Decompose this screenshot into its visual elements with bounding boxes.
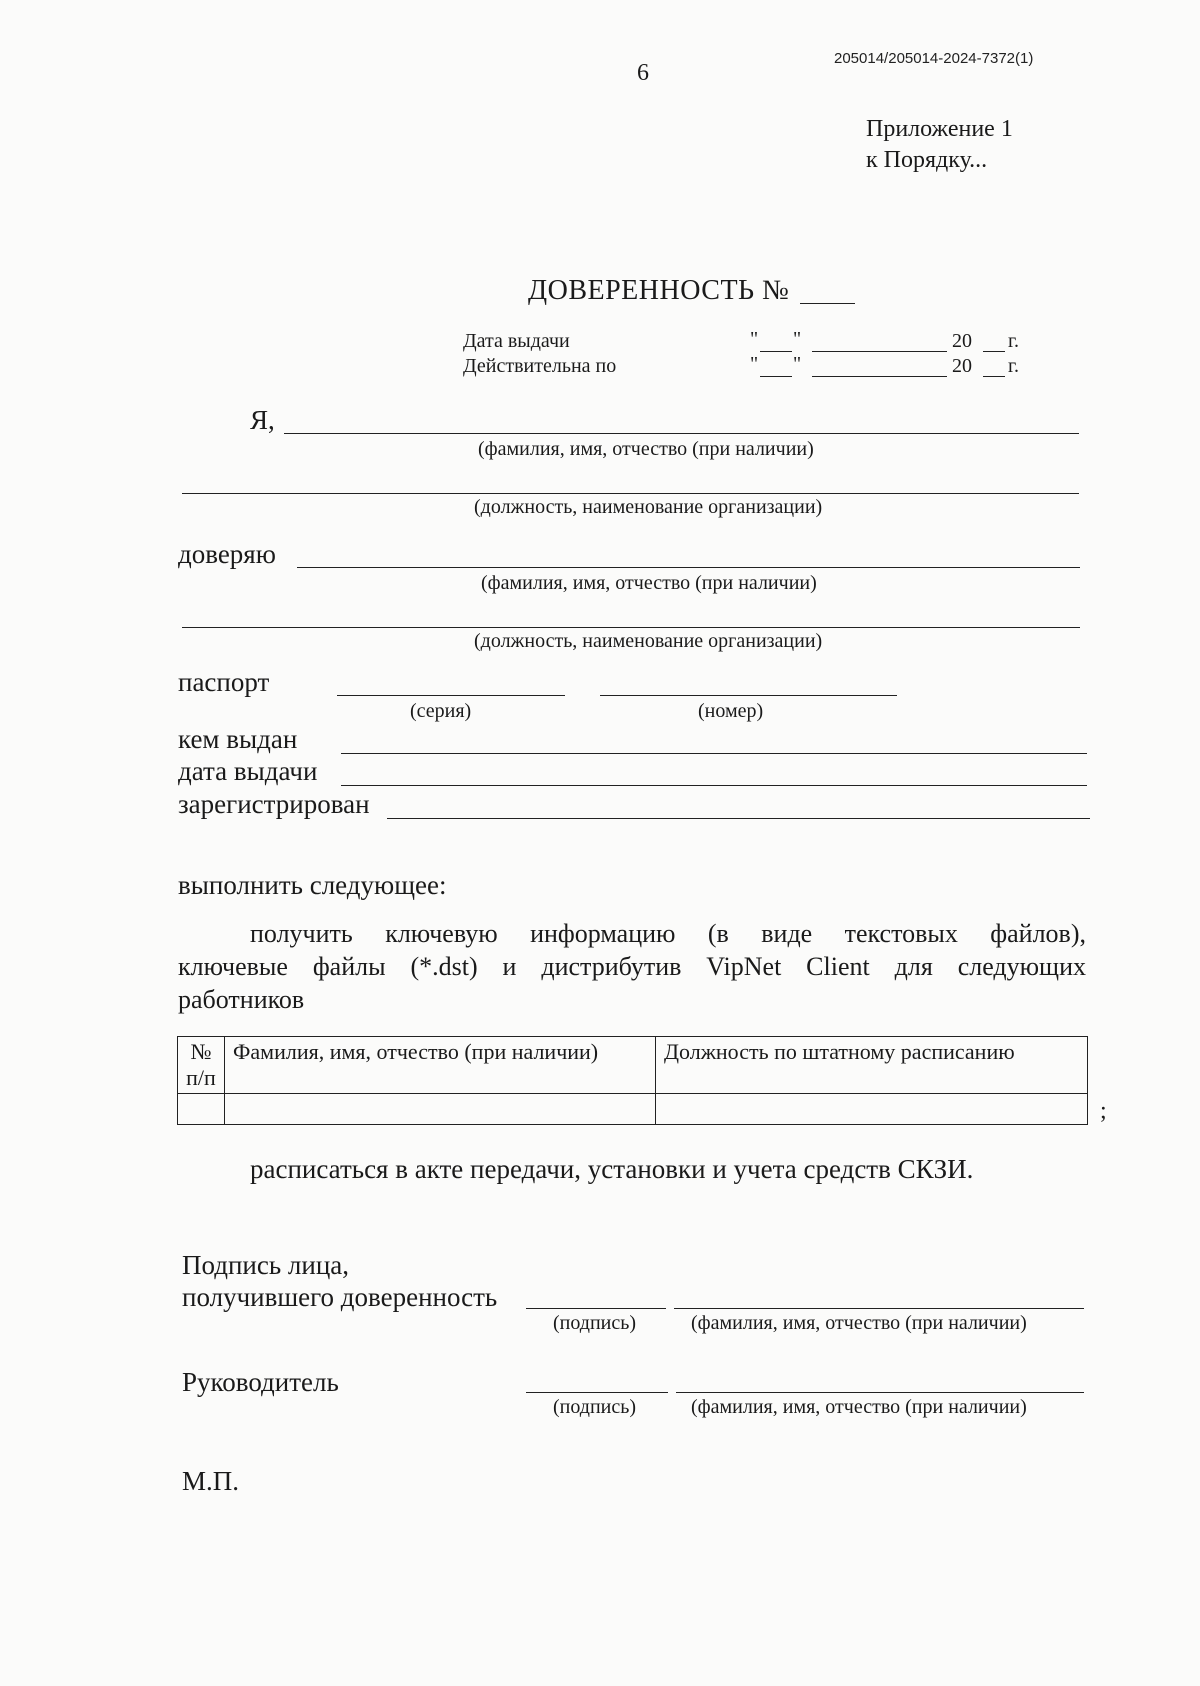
passport-series-field[interactable] bbox=[337, 695, 565, 696]
valid-year-field[interactable] bbox=[983, 376, 1005, 377]
head-name-caption: (фамилия, имя, отчество (при наличии) bbox=[691, 1396, 1027, 1418]
principal-prefix: Я, bbox=[250, 405, 275, 435]
seal-placeholder: М.П. bbox=[182, 1466, 240, 1496]
issued-by-field[interactable] bbox=[341, 753, 1087, 754]
table-header-row bbox=[178, 1037, 1088, 1094]
instruction-intro: выполнить следующее: bbox=[178, 870, 447, 900]
valid-date-quote-open: " bbox=[750, 353, 759, 375]
agent-position-caption: (должность, наименование организации) bbox=[474, 630, 823, 652]
appendix-reference: к Порядку... bbox=[866, 147, 988, 173]
registered-label: зарегистрирован bbox=[178, 789, 370, 819]
issue-date-label: Дата выдачи bbox=[463, 330, 570, 352]
holder-signature-caption: (подпись) bbox=[553, 1312, 637, 1334]
issue-day-field[interactable] bbox=[760, 351, 792, 352]
issue-month-field[interactable] bbox=[812, 351, 947, 352]
principal-name-field[interactable] bbox=[284, 433, 1079, 434]
head-name-field[interactable] bbox=[676, 1392, 1084, 1393]
staff-table bbox=[177, 1036, 1088, 1125]
issue-year-suffix: г. bbox=[1008, 330, 1019, 352]
page-number: 6 bbox=[637, 60, 649, 86]
row-full-name-cell[interactable] bbox=[225, 1094, 656, 1125]
passport-number-field[interactable] bbox=[600, 695, 897, 696]
table-trailing-semicolon: ; bbox=[1100, 1098, 1107, 1124]
passport-label: паспорт bbox=[178, 667, 270, 697]
instruction-paragraph-line-3: работников bbox=[178, 985, 305, 1014]
passport-number-caption: (номер) bbox=[698, 700, 764, 722]
issue-year-prefix: 20 bbox=[952, 330, 972, 352]
page-title: ДОВЕРЕННОСТЬ № bbox=[528, 275, 790, 306]
issue-date-quote-close: " bbox=[793, 328, 802, 350]
agent-position-field[interactable] bbox=[182, 627, 1080, 628]
holder-name-field[interactable] bbox=[674, 1308, 1084, 1309]
row-number-cell[interactable] bbox=[178, 1094, 225, 1125]
appendix-label: Приложение 1 bbox=[866, 116, 1013, 142]
registered-address-field[interactable] bbox=[387, 818, 1090, 819]
sign-act-instruction: расписаться в акте передачи, установки и учета средств СКЗИ. bbox=[250, 1154, 974, 1184]
issued-by-label: кем выдан bbox=[178, 724, 298, 754]
column-header-full-name: Фамилия, имя, отчество (при наличии) bbox=[225, 1037, 656, 1094]
passport-issue-date-field[interactable] bbox=[341, 785, 1087, 786]
column-header-number-symbol: № bbox=[190, 1039, 212, 1064]
column-header-number-abbr: п/п bbox=[186, 1065, 216, 1090]
valid-date-quote-close: " bbox=[793, 353, 802, 375]
principal-position-field[interactable] bbox=[182, 493, 1079, 494]
agent-prefix: доверяю bbox=[178, 539, 276, 569]
issue-date-quote-open: " bbox=[750, 328, 759, 350]
holder-signature-label-line-2: получившего доверенность bbox=[182, 1282, 498, 1312]
column-header-number bbox=[178, 1037, 225, 1094]
table-row bbox=[178, 1094, 1088, 1125]
agent-name-field[interactable] bbox=[297, 567, 1080, 568]
valid-day-field[interactable] bbox=[760, 376, 792, 377]
principal-position-caption: (должность, наименование организации) bbox=[474, 496, 823, 518]
agent-name-caption: (фамилия, имя, отчество (при наличии) bbox=[481, 572, 817, 594]
issue-year-field[interactable] bbox=[983, 351, 1005, 352]
row-position-cell[interactable] bbox=[656, 1094, 1088, 1125]
column-header-position: Должность по штатному расписанию bbox=[656, 1037, 1088, 1094]
passport-series-caption: (серия) bbox=[410, 700, 472, 722]
holder-signature-label-line-1: Подпись лица, bbox=[182, 1250, 350, 1280]
instruction-paragraph-line-1: получить ключевую информацию (в виде текстовых файлов), bbox=[250, 919, 1086, 948]
valid-year-prefix: 20 bbox=[952, 355, 972, 377]
valid-year-suffix: г. bbox=[1008, 355, 1019, 377]
valid-until-label: Действительна по bbox=[463, 355, 617, 377]
principal-name-caption: (фамилия, имя, отчество (при наличии) bbox=[478, 438, 814, 460]
passport-issue-date-label: дата выдачи bbox=[178, 756, 318, 786]
instruction-paragraph-line-2: ключевые файлы (*.dst) и дистрибутив VipNet Client для следующих bbox=[178, 952, 1086, 981]
head-signature-label: Руководитель bbox=[182, 1367, 339, 1397]
document-id: 205014/205014-2024-7372(1) bbox=[834, 50, 1034, 67]
power-of-attorney-number-field[interactable] bbox=[800, 303, 855, 304]
valid-month-field[interactable] bbox=[812, 376, 947, 377]
head-signature-field[interactable] bbox=[526, 1392, 668, 1393]
holder-name-caption: (фамилия, имя, отчество (при наличии) bbox=[691, 1312, 1027, 1334]
head-signature-caption: (подпись) bbox=[553, 1396, 637, 1418]
holder-signature-field[interactable] bbox=[526, 1308, 666, 1309]
